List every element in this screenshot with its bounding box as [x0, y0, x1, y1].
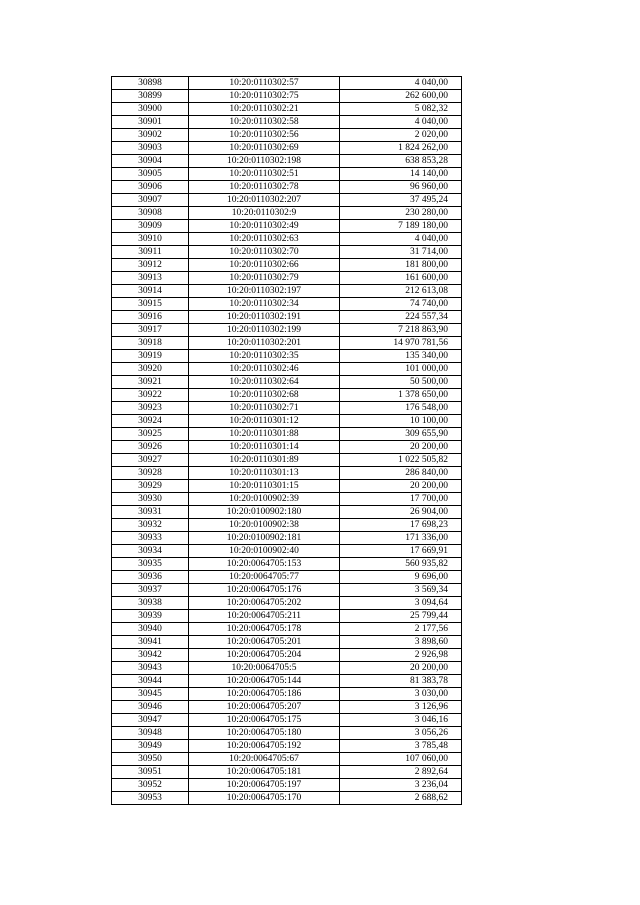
table-row	[112, 324, 462, 337]
row-number-cell: 30917	[112, 324, 189, 337]
table-row	[112, 623, 462, 636]
value-cell: 2 688,62	[340, 792, 462, 805]
value-cell: 224 557,34	[340, 311, 462, 324]
cadastral-number-cell: 10:20:0110302:46	[189, 363, 340, 376]
cadastral-number-cell: 10:20:0100902:181	[189, 532, 340, 545]
cadastral-number-cell: 10:20:0110302:70	[189, 246, 340, 259]
cadastral-number-cell: 10:20:0100902:38	[189, 519, 340, 532]
cadastral-number-cell: 10:20:0064705:175	[189, 714, 340, 727]
table-row	[112, 636, 462, 649]
cadastral-number-cell: 10:20:0064705:204	[189, 649, 340, 662]
row-number-cell: 30915	[112, 298, 189, 311]
cadastral-number-cell: 10:20:0110302:79	[189, 272, 340, 285]
row-number-cell: 30910	[112, 233, 189, 246]
row-number-cell: 30941	[112, 636, 189, 649]
row-number-cell: 30942	[112, 649, 189, 662]
row-number-cell: 30940	[112, 623, 189, 636]
row-number-cell: 30932	[112, 519, 189, 532]
value-cell: 17 700,00	[340, 493, 462, 506]
row-number-cell: 30933	[112, 532, 189, 545]
table-row	[112, 103, 462, 116]
table-body	[112, 77, 462, 805]
row-number-cell: 30946	[112, 701, 189, 714]
table-row	[112, 337, 462, 350]
table-row	[112, 350, 462, 363]
table-row	[112, 506, 462, 519]
value-cell: 14 970 781,56	[340, 337, 462, 350]
value-cell: 20 200,00	[340, 662, 462, 675]
table-row	[112, 389, 462, 402]
value-cell: 309 655,90	[340, 428, 462, 441]
cadastral-number-cell: 10:20:0110302:51	[189, 168, 340, 181]
table-row	[112, 779, 462, 792]
cadastral-number-cell: 10:20:0064705:186	[189, 688, 340, 701]
cadastral-number-cell: 10:20:0110302:197	[189, 285, 340, 298]
table-row	[112, 584, 462, 597]
row-number-cell: 30901	[112, 116, 189, 129]
table-row	[112, 597, 462, 610]
row-number-cell: 30916	[112, 311, 189, 324]
cadastral-number-cell: 10:20:0110301:88	[189, 428, 340, 441]
cadastral-number-cell: 10:20:0110301:89	[189, 454, 340, 467]
row-number-cell: 30920	[112, 363, 189, 376]
value-cell: 25 799,44	[340, 610, 462, 623]
table-row	[112, 532, 462, 545]
value-cell: 2 892,64	[340, 766, 462, 779]
table-row	[112, 415, 462, 428]
table-row	[112, 168, 462, 181]
table-row	[112, 571, 462, 584]
row-number-cell: 30902	[112, 129, 189, 142]
table-row	[112, 701, 462, 714]
table-row	[112, 285, 462, 298]
value-cell: 37 495,24	[340, 194, 462, 207]
table-row	[112, 90, 462, 103]
table-row	[112, 116, 462, 129]
value-cell: 3 046,16	[340, 714, 462, 727]
value-cell: 181 800,00	[340, 259, 462, 272]
table-row	[112, 259, 462, 272]
row-number-cell: 30900	[112, 103, 189, 116]
cadastral-number-cell: 10:20:0100902:39	[189, 493, 340, 506]
value-cell: 81 383,78	[340, 675, 462, 688]
row-number-cell: 30952	[112, 779, 189, 792]
cadastral-number-cell: 10:20:0110302:49	[189, 220, 340, 233]
row-number-cell: 30918	[112, 337, 189, 350]
cadastral-number-cell: 10:20:0064705:144	[189, 675, 340, 688]
value-cell: 135 340,00	[340, 350, 462, 363]
cadastral-number-cell: 10:20:0110302:63	[189, 233, 340, 246]
table-row	[112, 714, 462, 727]
row-number-cell: 30919	[112, 350, 189, 363]
value-cell: 3 126,96	[340, 701, 462, 714]
table-row	[112, 207, 462, 220]
row-number-cell: 30951	[112, 766, 189, 779]
value-cell: 14 140,00	[340, 168, 462, 181]
value-cell: 17 698,23	[340, 519, 462, 532]
cadastral-number-cell: 10:20:0110302:64	[189, 376, 340, 389]
row-number-cell: 30908	[112, 207, 189, 220]
table-row	[112, 220, 462, 233]
table-row	[112, 753, 462, 766]
value-cell: 3 236,04	[340, 779, 462, 792]
cadastral-number-cell: 10:20:0064705:170	[189, 792, 340, 805]
table-row	[112, 493, 462, 506]
value-cell: 2 020,00	[340, 129, 462, 142]
cadastral-number-cell: 10:20:0064705:77	[189, 571, 340, 584]
value-cell: 50 500,00	[340, 376, 462, 389]
value-cell: 560 935,82	[340, 558, 462, 571]
table-row	[112, 662, 462, 675]
value-cell: 4 040,00	[340, 116, 462, 129]
value-cell: 4 040,00	[340, 233, 462, 246]
row-number-cell: 30949	[112, 740, 189, 753]
value-cell: 9 696,00	[340, 571, 462, 584]
row-number-cell: 30943	[112, 662, 189, 675]
cadastral-number-cell: 10:20:0100902:180	[189, 506, 340, 519]
cadastral-number-cell: 10:20:0064705:192	[189, 740, 340, 753]
cadastral-number-cell: 10:20:0110302:69	[189, 142, 340, 155]
row-number-cell: 30924	[112, 415, 189, 428]
cadastral-number-cell: 10:20:0110302:66	[189, 259, 340, 272]
cadastral-number-cell: 10:20:0064705:181	[189, 766, 340, 779]
value-cell: 5 082,32	[340, 103, 462, 116]
cadastral-number-cell: 10:20:0064705:176	[189, 584, 340, 597]
row-number-cell: 30938	[112, 597, 189, 610]
cadastral-value-table	[111, 76, 462, 805]
row-number-cell: 30922	[112, 389, 189, 402]
cadastral-number-cell: 10:20:0064705:197	[189, 779, 340, 792]
value-cell: 7 218 863,90	[340, 324, 462, 337]
cadastral-number-cell: 10:20:0064705:207	[189, 701, 340, 714]
cadastral-number-cell: 10:20:0110302:71	[189, 402, 340, 415]
table-row	[112, 688, 462, 701]
cadastral-number-cell: 10:20:0110302:56	[189, 129, 340, 142]
value-cell: 26 904,00	[340, 506, 462, 519]
value-cell: 2 926,98	[340, 649, 462, 662]
table-row	[112, 610, 462, 623]
table-row	[112, 467, 462, 480]
table-row	[112, 402, 462, 415]
cadastral-number-cell: 10:20:0110302:21	[189, 103, 340, 116]
table-row	[112, 545, 462, 558]
value-cell: 1 022 505,82	[340, 454, 462, 467]
cadastral-number-cell: 10:20:0064705:211	[189, 610, 340, 623]
cadastral-number-cell: 10:20:0110301:13	[189, 467, 340, 480]
row-number-cell: 30953	[112, 792, 189, 805]
value-cell: 3 094,64	[340, 597, 462, 610]
value-cell: 3 898,60	[340, 636, 462, 649]
table-row	[112, 558, 462, 571]
value-cell: 176 548,00	[340, 402, 462, 415]
table-row	[112, 77, 462, 90]
cadastral-number-cell: 10:20:0110302:9	[189, 207, 340, 220]
value-cell: 101 000,00	[340, 363, 462, 376]
cadastral-number-cell: 10:20:0110302:58	[189, 116, 340, 129]
value-cell: 10 100,00	[340, 415, 462, 428]
cadastral-number-cell: 10:20:0110302:207	[189, 194, 340, 207]
cadastral-number-cell: 10:20:0110302:57	[189, 77, 340, 90]
row-number-cell: 30925	[112, 428, 189, 441]
table-row	[112, 233, 462, 246]
table-row	[112, 181, 462, 194]
value-cell: 17 669,91	[340, 545, 462, 558]
value-cell: 3 056,26	[340, 727, 462, 740]
table-row	[112, 194, 462, 207]
table-row	[112, 376, 462, 389]
table-row	[112, 272, 462, 285]
cadastral-number-cell: 10:20:0100902:40	[189, 545, 340, 558]
cadastral-number-cell: 10:20:0110302:34	[189, 298, 340, 311]
value-cell: 230 280,00	[340, 207, 462, 220]
row-number-cell: 30907	[112, 194, 189, 207]
value-cell: 638 853,28	[340, 155, 462, 168]
cadastral-number-cell: 10:20:0110301:15	[189, 480, 340, 493]
table-row	[112, 727, 462, 740]
cadastral-number-cell: 10:20:0064705:180	[189, 727, 340, 740]
row-number-cell: 30899	[112, 90, 189, 103]
row-number-cell: 30931	[112, 506, 189, 519]
table-row	[112, 298, 462, 311]
row-number-cell: 30934	[112, 545, 189, 558]
row-number-cell: 30913	[112, 272, 189, 285]
table-row	[112, 454, 462, 467]
row-number-cell: 30930	[112, 493, 189, 506]
row-number-cell: 30928	[112, 467, 189, 480]
row-number-cell: 30950	[112, 753, 189, 766]
value-cell: 161 600,00	[340, 272, 462, 285]
value-cell: 3 569,34	[340, 584, 462, 597]
table-row	[112, 675, 462, 688]
row-number-cell: 30898	[112, 77, 189, 90]
row-number-cell: 30927	[112, 454, 189, 467]
row-number-cell: 30935	[112, 558, 189, 571]
table-row	[112, 649, 462, 662]
cadastral-number-cell: 10:20:0064705:67	[189, 753, 340, 766]
row-number-cell: 30923	[112, 402, 189, 415]
cadastral-number-cell: 10:20:0110302:199	[189, 324, 340, 337]
row-number-cell: 30947	[112, 714, 189, 727]
cadastral-number-cell: 10:20:0110302:198	[189, 155, 340, 168]
table-row	[112, 142, 462, 155]
row-number-cell: 30921	[112, 376, 189, 389]
table-row	[112, 129, 462, 142]
cadastral-number-cell: 10:20:0110302:35	[189, 350, 340, 363]
value-cell: 3 785,48	[340, 740, 462, 753]
value-cell: 107 060,00	[340, 753, 462, 766]
cadastral-number-cell: 10:20:0110302:191	[189, 311, 340, 324]
row-number-cell: 30945	[112, 688, 189, 701]
cadastral-number-cell: 10:20:0110302:201	[189, 337, 340, 350]
value-cell: 286 840,00	[340, 467, 462, 480]
value-cell: 20 200,00	[340, 441, 462, 454]
value-cell: 212 613,08	[340, 285, 462, 298]
row-number-cell: 30904	[112, 155, 189, 168]
cadastral-number-cell: 10:20:0110301:12	[189, 415, 340, 428]
value-cell: 31 714,00	[340, 246, 462, 259]
row-number-cell: 30906	[112, 181, 189, 194]
cadastral-number-cell: 10:20:0110302:68	[189, 389, 340, 402]
table-row	[112, 155, 462, 168]
row-number-cell: 30939	[112, 610, 189, 623]
value-cell: 262 600,00	[340, 90, 462, 103]
row-number-cell: 30929	[112, 480, 189, 493]
cadastral-number-cell: 10:20:0064705:178	[189, 623, 340, 636]
value-cell: 20 200,00	[340, 480, 462, 493]
cadastral-number-cell: 10:20:0064705:5	[189, 662, 340, 675]
row-number-cell: 30948	[112, 727, 189, 740]
table-row	[112, 740, 462, 753]
table-row	[112, 311, 462, 324]
table-row	[112, 519, 462, 532]
value-cell: 1 824 262,00	[340, 142, 462, 155]
row-number-cell: 30936	[112, 571, 189, 584]
row-number-cell: 30937	[112, 584, 189, 597]
cadastral-number-cell: 10:20:0110302:75	[189, 90, 340, 103]
row-number-cell: 30944	[112, 675, 189, 688]
cadastral-number-cell: 10:20:0064705:202	[189, 597, 340, 610]
cadastral-number-cell: 10:20:0064705:201	[189, 636, 340, 649]
table-row	[112, 480, 462, 493]
value-cell: 2 177,56	[340, 623, 462, 636]
table-row	[112, 766, 462, 779]
value-cell: 3 030,00	[340, 688, 462, 701]
row-number-cell: 30911	[112, 246, 189, 259]
value-cell: 7 189 180,00	[340, 220, 462, 233]
row-number-cell: 30912	[112, 259, 189, 272]
table-row	[112, 428, 462, 441]
value-cell: 74 740,00	[340, 298, 462, 311]
table-row	[112, 363, 462, 376]
value-cell: 96 960,00	[340, 181, 462, 194]
row-number-cell: 30903	[112, 142, 189, 155]
cadastral-number-cell: 10:20:0064705:153	[189, 558, 340, 571]
value-cell: 171 336,00	[340, 532, 462, 545]
row-number-cell: 30905	[112, 168, 189, 181]
table-row	[112, 246, 462, 259]
row-number-cell: 30926	[112, 441, 189, 454]
table-row	[112, 441, 462, 454]
cadastral-number-cell: 10:20:0110301:14	[189, 441, 340, 454]
table-row	[112, 792, 462, 805]
value-cell: 1 378 650,00	[340, 389, 462, 402]
row-number-cell: 30914	[112, 285, 189, 298]
cadastral-number-cell: 10:20:0110302:78	[189, 181, 340, 194]
row-number-cell: 30909	[112, 220, 189, 233]
value-cell: 4 040,00	[340, 77, 462, 90]
